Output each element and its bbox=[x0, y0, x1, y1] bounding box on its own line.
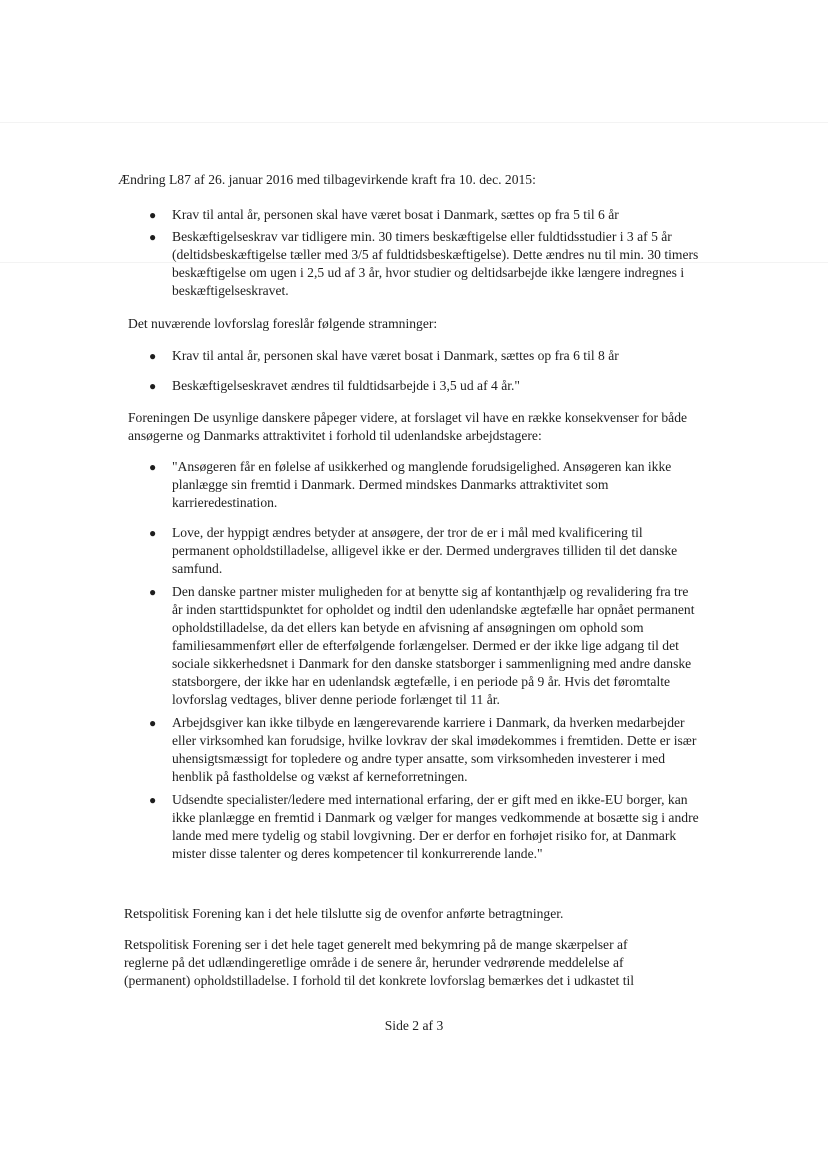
bullet-icon: ● bbox=[149, 379, 157, 393]
bullet-icon: ● bbox=[149, 460, 157, 474]
intro-paragraph: Ændring L87 af 26. januar 2016 med tilbagevirkende kraft fra 10. dec. 2015: bbox=[118, 172, 536, 187]
bullet-icon: ● bbox=[149, 526, 157, 540]
list-item bbox=[149, 347, 712, 365]
bullet-icon: ● bbox=[149, 716, 157, 730]
list-item bbox=[149, 791, 702, 863]
page-number: Side 2 af 3 bbox=[384, 1018, 444, 1033]
list-item bbox=[149, 206, 702, 224]
list-item-text: Arbejdsgiver kan ikke tilbyde en længerevarende karriere i Danmark, da hverken medarbejder eller virksomhed kan forudsige, hvilke lovkrav der skal imødekommes i fremtiden. Dette er især uhensigtsmæssigt for topledere og andre typer ansatte, som virksomheden investerer i med henblik på fastholdelse og vækst af kerneforretningen. bbox=[172, 715, 697, 784]
list-item bbox=[149, 228, 702, 300]
bullet-icon: ● bbox=[149, 230, 157, 244]
bullet-list-consequences bbox=[149, 458, 702, 863]
list-item-text: Love, der hyppigt ændres betyder at ansøgere, der tror de er i mål med kvalificering til permanent opholdstilladelse, alligevel ikke er der. Dermed undergraves tilliden til det danske samfund. bbox=[172, 525, 678, 576]
current-bill-paragraph: Det nuværende lovforslag foreslår følgende stramninger: bbox=[128, 316, 438, 331]
list-item bbox=[149, 458, 702, 512]
list-item-text: Krav til antal år, personen skal have været bosat i Danmark, sættes op fra 6 til 8 år bbox=[172, 348, 619, 363]
bullet-icon: ● bbox=[149, 349, 157, 363]
list-item-text: Beskæftigelseskrav var tidligere min. 30 timers beskæftigelse eller fuldtidsstudier i 3 af 5 år (deltidsbeskæftigelse tæller med 3/5 af fuldtidsbeskæftigelse). Dette ændres nu til min. 30 timers beskæftigelse om ugen i 2,5 ud af 3 år, hvor studier og deltidsarbejde ikke længere indregnes i beskæftigelseskravet. bbox=[172, 229, 699, 298]
list-item bbox=[149, 583, 702, 709]
bullet-list-current-rules bbox=[149, 206, 702, 300]
bullet-list-proposed-rules bbox=[149, 347, 712, 395]
list-item-text: Beskæftigelseskravet ændres til fuldtidsarbejde i 3,5 ud af 4 år." bbox=[172, 378, 520, 393]
list-item-text: "Ansøgeren får en følelse af usikkerhed og manglende forudsigelighed. Ansøgeren kan ikke planlægge sin fremtid i Danmark. Dermed mindskes Danmarks attraktivitet som karrieredestination. bbox=[172, 459, 672, 510]
bullet-icon: ● bbox=[149, 585, 157, 599]
list-item bbox=[149, 714, 702, 786]
list-item-text: Udsendte specialister/ledere med international erfaring, der er gift med en ikke-EU borger, kan ikke planlægge en fremtid i Danmark og vælger for manges vedkommende at bosætte sig i andre lande med mere tydelig og stabil lovgivning. Der er derfor en forhøjet risiko for, at Danmark mister disse talenter og deres kompetencer til konkurrerende lande." bbox=[172, 792, 699, 861]
retspolitisk-agreement-paragraph: Retspolitisk Forening kan i det hele tilslutte sig de ovenfor anførte betragtninger. bbox=[124, 906, 564, 921]
foreningen-paragraph: Foreningen De usynlige danskere påpeger videre, at forslaget vil have en række konsekvenser for både ansøgerne og Danmarks attraktivitet i forhold til udenlandske arbejdstagere: bbox=[128, 410, 688, 443]
list-item bbox=[149, 524, 702, 578]
list-item bbox=[149, 377, 712, 395]
list-item-text: Den danske partner mister muligheden for at benytte sig af kontanthjælp og revalidering fra tre år inden starttidspunktet for opholdet og indtil den udenlandske ægtefælle har opnået permanent opholdstilladelse, da det ellers kan betyde en afvisning af ansøgningen om ophold som familiesammenført eller de efterfølgende forlængelser. Dermed er der ikke lige adgang til det sociale sikkerhedsnet i Danmark for den danske statsborger i sammenligning med andre danske statsborgere, der ikke har en udenlandsk ægtefælle, i en periode på 9 år. Hvis det føromtalte lovforslag vedtages, bliver denne periode forlænget til 11 år. bbox=[172, 584, 695, 707]
retspolitisk-concern-paragraph: Retspolitisk Forening ser i det hele taget generelt med bekymring på de mange skærpelser af reglerne på det udlændingeretlige område i de senere år, herunder vedrørende meddelelse af (permanent) opholdstilladelse. I forhold til det konkrete lovforslag bemærkes det i udkastet til bbox=[124, 937, 635, 988]
scan-artifact-line bbox=[0, 122, 828, 123]
list-item-text: Krav til antal år, personen skal have været bosat i Danmark, sættes op fra 5 til 6 år bbox=[172, 207, 619, 222]
bullet-icon: ● bbox=[149, 208, 157, 222]
bullet-icon: ● bbox=[149, 793, 157, 807]
